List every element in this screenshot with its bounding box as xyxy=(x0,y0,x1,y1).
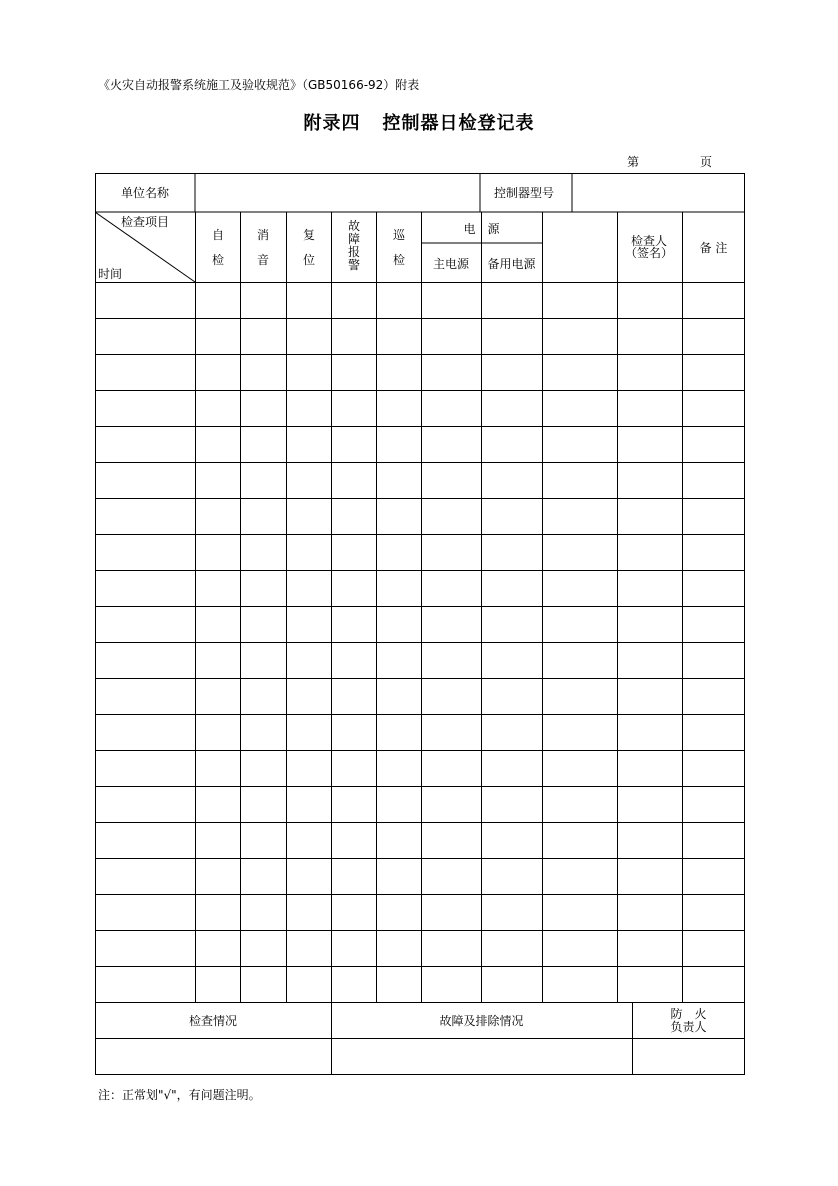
col-inspector: 检查人 xyxy=(630,234,667,248)
page-title xyxy=(0,109,838,135)
unit-name-label: 单位名称 xyxy=(121,186,170,200)
header-note: 《火灾自动报警系统施工及验收规范》（GB50166-92）附表 xyxy=(98,78,420,92)
col-reset-2: 位 xyxy=(302,253,315,267)
col-inspector-sub: （签名） xyxy=(624,246,673,260)
col-patrol-1: 巡 xyxy=(392,228,405,242)
unit-name-field[interactable] xyxy=(205,186,475,202)
col-fault-alarm-2: 障 xyxy=(347,232,360,246)
controller-model-label: 控制器型号 xyxy=(494,186,555,200)
title-part2: 控制器日检登记表 xyxy=(382,113,535,134)
col-patrol-2: 检 xyxy=(392,253,405,267)
col-power: 电 源 xyxy=(463,222,500,236)
page-number-label-left: 第 xyxy=(627,155,640,169)
inspection-table xyxy=(95,173,745,1075)
check-status-label: 检查情况 xyxy=(188,1014,237,1028)
col-fault-alarm-1: 故 xyxy=(347,219,360,233)
col-main-power: 主电源 xyxy=(432,257,469,271)
col-remarks: 备 注 xyxy=(699,241,728,255)
col-backup-power: 备用电源 xyxy=(487,257,536,271)
controller-model-field[interactable] xyxy=(580,186,740,202)
title-part1: 附录四 xyxy=(303,113,361,134)
table-border xyxy=(96,174,745,1075)
col-silence-1: 消 xyxy=(256,228,269,242)
table-grid xyxy=(95,173,745,1075)
fault-handling-label: 故障及排除情况 xyxy=(439,1014,524,1028)
col-fault-alarm-3: 报 xyxy=(347,245,360,259)
col-self-check-2: 检 xyxy=(211,253,224,267)
col-reset-1: 复 xyxy=(302,228,315,242)
diagonal-header-top: 检查项目 xyxy=(121,215,170,229)
footnote: 注：正常划"√"，有问题注明。 xyxy=(98,1088,261,1102)
diagonal-header-bottom: 时间 xyxy=(98,267,123,281)
fire-responsible-label-2: 负责人 xyxy=(670,1020,707,1034)
col-fault-alarm-4: 警 xyxy=(347,258,360,272)
page-number-label-right: 页 xyxy=(700,155,713,169)
col-silence-2: 音 xyxy=(256,253,269,267)
col-self-check-1: 自 xyxy=(211,228,224,242)
fire-responsible-label-1: 防 火 xyxy=(670,1007,707,1021)
